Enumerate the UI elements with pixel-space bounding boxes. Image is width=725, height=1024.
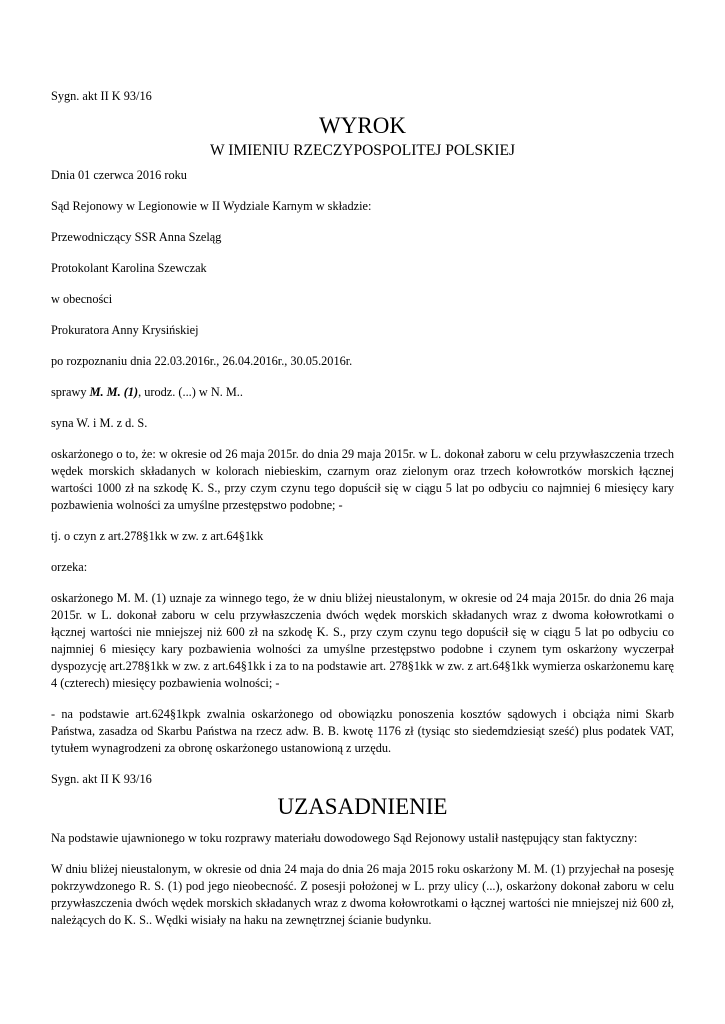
legal-basis: tj. o czyn z art.278§1kk w zw. z art.64§1kk	[51, 529, 264, 543]
justification-paragraph-1: W dniu bliżej nieustalonym, w okresie od dnia 24 maja do dnia 26 maja 2015 roku oskarżony M. M. (1) przyjechał na posesję pokrzywdzonego R. S. (1) pod jego nieobecność. Z posesji położonej w L. przy ulicy (...), oskarżony dokonał zaboru w celu przywłaszczenia dwóch wędek morskich składanych wraz z dwoma kołowrotkami o łącznej wartości nie mniejszej niż 600 zł, należących do K. S.. Wędki wisiały na haku na zewnętrznej ścianie budynku.	[51, 862, 674, 927]
court-composition: Sąd Rejonowy w Legionowie w II Wydziale Karnym w składzie:	[51, 199, 372, 213]
court-clerk: Protokolant Karolina Szewczak	[51, 261, 207, 275]
case-prefix: sprawy	[51, 385, 90, 399]
verdict-paragraph-2: - na podstawie art.624§1kpk zwalnia oskarżonego od obowiązku ponoszenia kosztów sądowych i obciąża nimi Skarb Państwa, zasadza od Skarbu Państwa na rzecz adw. B. B. kwotę 1176 zł (tysiąc sto siedemdziesiąt sześć) plus podatek VAT, tytułem wynagrodzeni za obronę oskarżonego ustanowioną z urzędu.	[51, 707, 674, 755]
case-signature-top: Sygn. akt II K 93/16	[51, 89, 152, 103]
rules-label: orzeka:	[51, 560, 88, 574]
justification-intro: Na podstawie ujawnionego w toku rozprawy materiału dowodowego Sąd Rejonowy ustalił następujący stan faktyczny:	[51, 831, 638, 845]
verdict-date: Dnia 01 czerwca 2016 roku	[51, 168, 187, 182]
document-page	[51, 88, 674, 943]
verdict-subtitle: W IMIENIU RZECZYPOSPOLITEJ POLSKIEJ	[210, 142, 515, 159]
defendant-parents: syna W. i M. z d. S.	[51, 416, 148, 430]
case-suffix: , urodz. (...) w N. M..	[138, 385, 243, 399]
defendant-name: M. M. (1)	[89, 385, 139, 399]
case-signature-bottom: Sygn. akt II K 93/16	[51, 772, 152, 786]
case-line	[51, 384, 674, 401]
presence-label: w obecności	[51, 292, 113, 306]
justification-title: UZASADNIENIE	[277, 794, 448, 819]
charge-paragraph: oskarżonego o to, że: w okresie od 26 maja 2015r. do dnia 29 maja 2015r. w L. dokonał zaboru w celu przywłaszczenia trzech wędek morskich składanych w kolorach niebieskim, czarnym oraz zielonym oraz trzech kołowrotków morskich łącznej wartości 1000 zł na szkodę K. S., przy czym czynu tego dopuścił się w ciągu 5 lat po odbyciu co najmniej 6 miesięcy kary pozbawienia wolności za umyślne przestępstwo podobne; -	[51, 447, 674, 512]
presiding-judge: Przewodniczący SSR Anna Szeląg	[51, 230, 222, 244]
verdict-title: WYROK	[319, 113, 406, 138]
prosecutor: Prokuratora Anny Krysińskiej	[51, 323, 199, 337]
verdict-paragraph-1: oskarżonego M. M. (1) uznaje za winnego tego, że w dniu bliżej nieustalonym, w okresie od 24 maja 2015r. do dnia 26 maja 2015r. w L. dokonał zaboru w celu przywłaszczenia dwóch wędek morskich składanych wraz z dwoma kołowrotkami o łącznej wartości nie mniejszej niż 600 zł na szkodę K. S., przy czym czynu tego dopuścił się w ciągu 5 lat po odbyciu co najmniej 6 miesięcy kary pozbawienia wolności za umyślne przestępstwo podobne i czynem tym oskarżony wyczerpał dyspozycję art.278§1kk w zw. z art.64§1kk i za to na podstawie art. 278§1kk w zw. z art.64§1kk wymierza oskarżonemu karę 4 (czterech) miesięcy pozbawienia wolności; -	[51, 591, 674, 690]
hearing-dates: po rozpoznaniu dnia 22.03.2016r., 26.04.2016r., 30.05.2016r.	[51, 354, 353, 368]
